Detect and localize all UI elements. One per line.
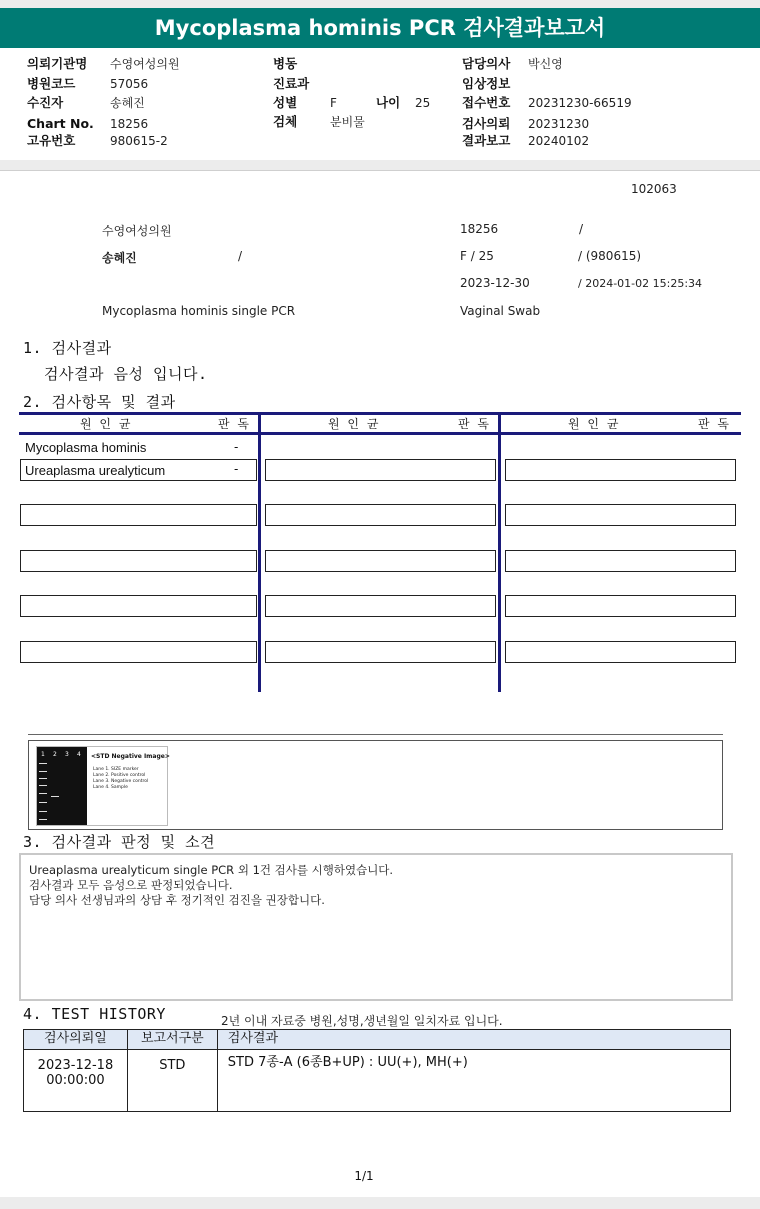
grid-header-line bbox=[19, 432, 741, 435]
history-time: 00:00:00 bbox=[46, 1073, 105, 1088]
request-value: 20231230 bbox=[528, 117, 590, 131]
chart-no-value: 18256 bbox=[110, 117, 149, 131]
result-cell bbox=[505, 504, 736, 526]
report-code: 102063 bbox=[631, 182, 677, 196]
clinical-info-label: 임상정보 bbox=[462, 76, 511, 91]
marker-band bbox=[39, 778, 47, 779]
image-rule bbox=[28, 734, 723, 735]
history-date-cell bbox=[24, 1050, 128, 1112]
top-strip bbox=[0, 0, 760, 8]
section3-title: 3. 검사결과 판정 및 소견 bbox=[23, 833, 216, 851]
lane-number: 1 bbox=[41, 751, 45, 758]
request-label: 검사의뢰 bbox=[462, 116, 511, 131]
grid-divider-2 bbox=[498, 412, 501, 692]
age-value: 25 bbox=[415, 96, 431, 110]
result-cell bbox=[20, 595, 257, 617]
unique-no-label: 고유번호 bbox=[27, 133, 76, 148]
info-date: 2023-12-30 bbox=[460, 276, 530, 290]
result-cell bbox=[505, 595, 736, 617]
comment-line: 담당 의사 선생님과의 상담 후 정기적인 검진을 권장합니다. bbox=[29, 893, 325, 907]
lane-number: 3 bbox=[65, 751, 69, 758]
marker-band bbox=[39, 811, 47, 812]
result-cell bbox=[505, 641, 736, 663]
result-cell bbox=[265, 504, 496, 526]
marker-band bbox=[39, 802, 47, 803]
result-cell bbox=[505, 550, 736, 572]
marker-band bbox=[39, 793, 47, 794]
sex-value: F bbox=[330, 96, 337, 110]
hospital-value: 수영여성의원 bbox=[110, 57, 180, 71]
history-col-type: 보고서구분 bbox=[127, 1030, 217, 1050]
history-date: 2023-12-18 bbox=[37, 1058, 114, 1073]
page-number: 1/1 bbox=[354, 1169, 374, 1183]
result-cell bbox=[265, 595, 496, 617]
col-reading-2: 판 독 bbox=[458, 417, 491, 431]
result-cell bbox=[505, 459, 736, 481]
history-header-row bbox=[24, 1030, 731, 1050]
marker-band bbox=[39, 771, 47, 772]
section1-title: 1. 검사결과 bbox=[23, 339, 112, 357]
grid-divider-1 bbox=[258, 412, 261, 692]
marker-band bbox=[39, 785, 47, 786]
hospital-label: 의뢰기관명 bbox=[27, 56, 88, 71]
section4-title: 4. TEST HISTORY bbox=[23, 1005, 166, 1023]
info-chart-no: 18256 bbox=[460, 222, 499, 236]
section2-title: 2. 검사항목 및 결과 bbox=[23, 393, 176, 411]
organism-result: - bbox=[234, 440, 239, 454]
history-note: 2년 이내 자료중 병원,성명,생년월일 일치자료 입니다. bbox=[221, 1014, 503, 1028]
patient-label: 수진자 bbox=[27, 95, 64, 110]
comment-line: 검사결과 모두 음성으로 판정되었습니다. bbox=[29, 878, 233, 892]
organism-name: Ureaplasma urealyticum bbox=[25, 463, 166, 478]
gel-legend: Lane 4. Sample bbox=[93, 785, 128, 790]
result-cell bbox=[20, 550, 257, 572]
gel-legend: Lane 2. Positive control bbox=[93, 773, 146, 778]
history-type: STD bbox=[127, 1050, 217, 1112]
table-row bbox=[24, 1050, 731, 1112]
section1-result: 검사결과 음성 입니다. bbox=[44, 365, 208, 383]
col-organism-3: 원 인 균 bbox=[568, 417, 621, 431]
separator-band bbox=[0, 160, 760, 170]
gel-legend: Lane 3. Negative control bbox=[93, 779, 149, 784]
hospital-code-label: 병원코드 bbox=[27, 76, 76, 91]
comment-box bbox=[19, 853, 733, 1001]
gel-title: <STD Negative Image> bbox=[91, 753, 170, 760]
info-specimen: Vaginal Swab bbox=[460, 304, 541, 318]
report-date-label: 결과보고 bbox=[462, 133, 511, 148]
bottom-strip bbox=[0, 1197, 760, 1209]
gel-lanes bbox=[37, 747, 87, 825]
doctor-label: 담당의사 bbox=[462, 56, 511, 71]
organism-name: Mycoplasma hominis bbox=[25, 440, 147, 455]
history-result: STD 7종-A (6종B+UP) : UU(+), MH(+) bbox=[217, 1050, 730, 1112]
col-organism-2: 원 인 균 bbox=[328, 417, 381, 431]
specimen-value: 분비물 bbox=[330, 115, 365, 129]
marker-band bbox=[39, 763, 47, 764]
comment-line: Ureaplasma urealyticum single PCR 외 1건 검사를 시행하였습니다. bbox=[29, 863, 394, 877]
age-label: 나이 bbox=[376, 95, 401, 110]
receipt-no-label: 접수번호 bbox=[462, 95, 511, 110]
doctor-value: 박신영 bbox=[528, 57, 563, 71]
history-table bbox=[23, 1029, 731, 1112]
info-slash: / bbox=[579, 222, 584, 236]
department-label: 진료과 bbox=[273, 76, 310, 91]
result-cell bbox=[20, 504, 257, 526]
col-reading-1: 판 독 bbox=[218, 417, 251, 431]
marker-band bbox=[39, 819, 47, 820]
col-reading-3: 판 독 bbox=[698, 417, 731, 431]
result-cell bbox=[265, 459, 496, 481]
history-col-date: 검사의뢰일 bbox=[24, 1030, 128, 1050]
gel-image bbox=[36, 746, 168, 826]
report-title: Mycoplasma hominis PCR 검사결과보고서 bbox=[0, 8, 760, 48]
result-cell bbox=[265, 550, 496, 572]
patient-value: 송혜진 bbox=[110, 96, 145, 110]
lane-number: 2 bbox=[53, 751, 57, 758]
positive-band bbox=[51, 796, 59, 797]
history-col-result: 검사결과 bbox=[217, 1030, 730, 1050]
separator-line bbox=[0, 170, 760, 171]
unique-no-value: 980615-2 bbox=[110, 134, 168, 148]
sex-label: 성별 bbox=[273, 95, 298, 110]
result-cell bbox=[265, 641, 496, 663]
report-date-value: 20240102 bbox=[528, 134, 590, 148]
ward-label: 병동 bbox=[273, 56, 298, 71]
receipt-no-value: 20231230-66519 bbox=[528, 96, 632, 110]
info-sex-age: F / 25 bbox=[460, 249, 494, 263]
info-patient: 송혜진 bbox=[102, 251, 137, 265]
hospital-code-value: 57056 bbox=[110, 77, 149, 91]
info-test-name: Mycoplasma hominis single PCR bbox=[102, 304, 296, 318]
result-cell bbox=[20, 641, 257, 663]
info-datetime: / 2024-01-02 15:25:34 bbox=[578, 277, 703, 290]
col-organism-1: 원 인 균 bbox=[80, 417, 133, 431]
info-hospital: 수영여성의원 bbox=[102, 224, 172, 238]
info-slash-2: / bbox=[238, 249, 243, 263]
gel-legend: Lane 1. SIZE marker bbox=[93, 767, 139, 772]
chart-no-label: Chart No. bbox=[27, 116, 94, 131]
specimen-label: 검체 bbox=[273, 114, 298, 129]
lane-number: 4 bbox=[77, 751, 81, 758]
info-birth: / (980615) bbox=[578, 249, 642, 263]
organism-result: - bbox=[234, 462, 239, 476]
